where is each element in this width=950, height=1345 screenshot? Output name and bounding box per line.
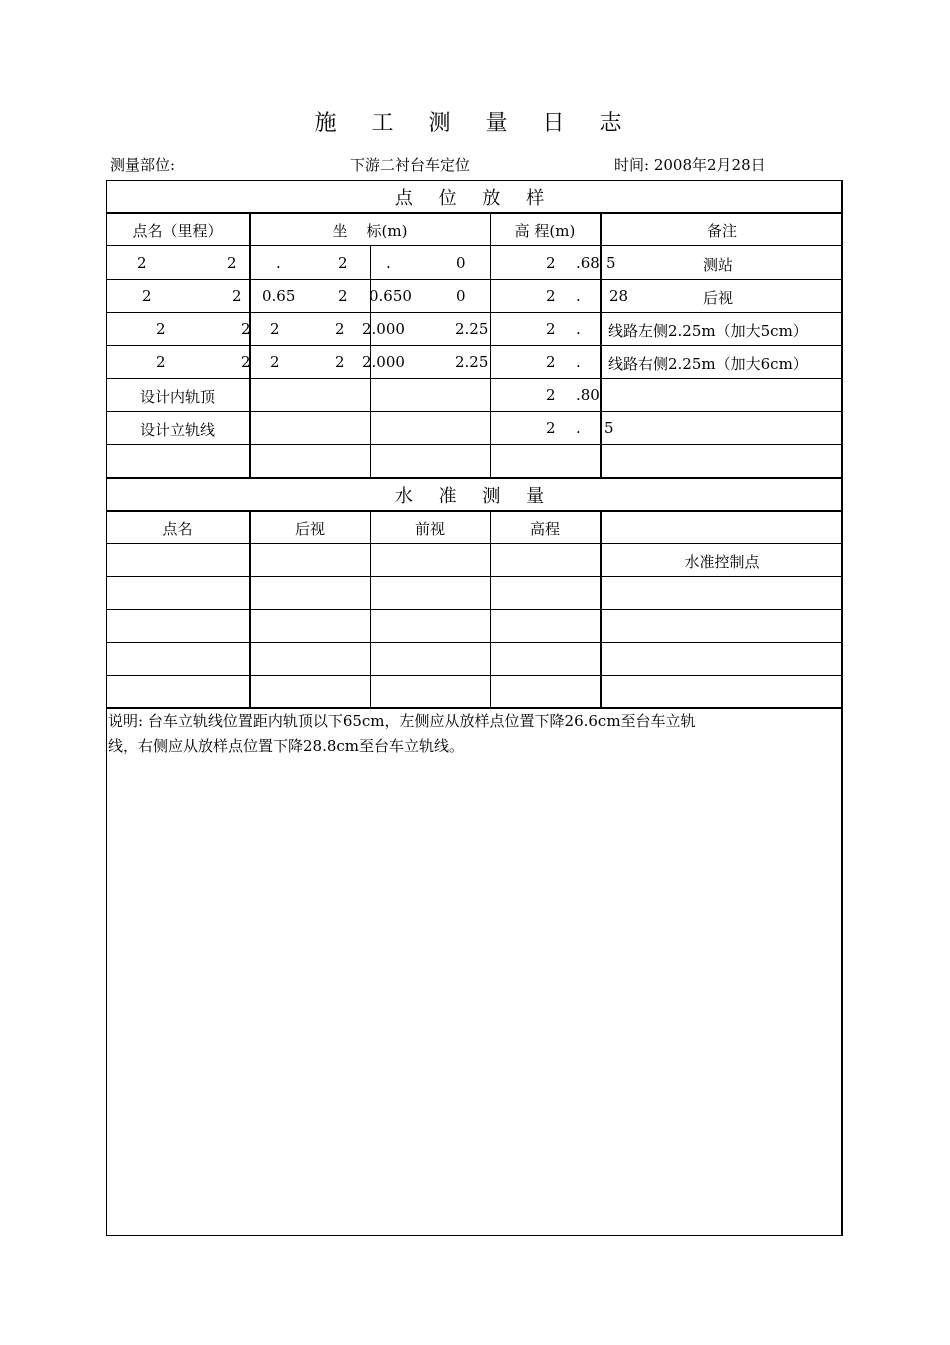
col-header-elevation: 高程 [529, 520, 560, 538]
control-point-label: 水准控制点 [684, 553, 760, 571]
table-cell: .68 [576, 254, 600, 272]
table-cell: . [386, 254, 391, 272]
table-cell: 0 [456, 254, 466, 272]
table-cell: .80 [576, 386, 600, 404]
grid-line [106, 444, 843, 445]
table-cell: 2 [546, 353, 556, 371]
remarks [108, 709, 868, 759]
grid-line [106, 477, 843, 479]
table-cell: 线路左侧2.25m（加大5cm） [608, 322, 808, 340]
col-header-remark: 备注 [706, 222, 737, 240]
grid-line [106, 675, 843, 676]
table-cell: . [576, 320, 581, 338]
grid-line [106, 345, 843, 346]
grid-line [106, 609, 843, 610]
col-header-elevation: 高 程(m) [514, 222, 576, 240]
table-cell: 2 [142, 287, 152, 305]
table-cell: 2.000 [362, 353, 405, 371]
table-cell: 2 [156, 353, 166, 371]
table-cell: 0.650 [369, 287, 412, 305]
grid-line [249, 510, 251, 707]
table-cell: 2 [338, 287, 348, 305]
location-value: 下游二衬台车定位 [350, 156, 471, 174]
table-cell: 2 [546, 320, 556, 338]
location-label: 测量部位: [110, 156, 176, 174]
grid-line [106, 279, 843, 280]
grid-line [106, 642, 843, 643]
table-cell: 2 [241, 353, 251, 371]
col-header-foresight: 前视 [414, 520, 445, 538]
grid-line [106, 411, 843, 412]
table-cell: 0.65 [262, 287, 296, 305]
grid-line [600, 510, 602, 707]
table-cell: 0 [456, 287, 466, 305]
grid-line [106, 543, 843, 544]
table-cell: 2 [546, 386, 556, 404]
grid-line [490, 510, 491, 707]
col-header-point-name: 点名（里程） [132, 222, 223, 240]
table-cell: 5 [604, 419, 614, 437]
grid-line [106, 312, 843, 313]
table-cell: 2 [335, 320, 345, 338]
design-vertical-label: 设计立轨线 [139, 421, 215, 439]
table-cell: 2.25 [455, 320, 489, 338]
grid-line [370, 510, 371, 707]
table-cell: 2 [546, 419, 556, 437]
grid-line [106, 378, 843, 379]
table-cell: 2 [227, 254, 237, 272]
date-label: 时间: 2008年2月28日 [614, 156, 766, 174]
table-cell: 2 [270, 320, 280, 338]
table-cell: 2 [137, 254, 147, 272]
design-rail-top-label: 设计内轨顶 [139, 388, 215, 406]
grid-line [490, 212, 491, 477]
grid-line [600, 212, 602, 477]
stakeout-section-title: 点 位 放 样 [394, 188, 555, 209]
table-cell: . [276, 254, 281, 272]
table-cell: 28 [609, 287, 629, 305]
table-cell: 2 [546, 287, 556, 305]
remarks-line-1: 说明: 台车立轨线位置距内轨顶以下65cm，左侧应从放样点位置下降26.6cm至台车立轨 [108, 712, 696, 730]
table-cell: 2 [156, 320, 166, 338]
remarks-line-2: 线，右侧应从放样点位置下降28.8cm至台车立轨线。 [108, 737, 465, 755]
table-cell: 5 [606, 254, 616, 272]
grid-line [106, 576, 843, 577]
grid-line [106, 212, 843, 214]
table-cell: 2 [546, 254, 556, 272]
grid-line [249, 212, 251, 477]
grid-line [106, 510, 843, 512]
table-cell: 2.25 [455, 353, 489, 371]
table-cell: 2 [232, 287, 242, 305]
table-cell: 测站 [703, 256, 734, 274]
grid-line [106, 245, 843, 246]
leveling-section-title: 水 准 测 量 [394, 486, 555, 507]
table-cell: 2 [335, 353, 345, 371]
table-cell: . [576, 419, 581, 437]
table-cell: 2 [270, 353, 280, 371]
table-cell: . [576, 287, 581, 305]
table-cell: 后视 [703, 289, 734, 307]
table-cell: . [576, 353, 581, 371]
table-cell: 2.000 [362, 320, 405, 338]
col-header-backsight: 后视 [294, 520, 325, 538]
page-title: 施 工 测 量 日 志 [314, 111, 636, 136]
table-cell: 线路右侧2.25m（加大6cm） [608, 355, 808, 373]
col-header-point-name: 点名 [162, 520, 193, 538]
table-cell: 2 [241, 320, 251, 338]
table-cell: 2 [338, 254, 348, 272]
col-header-coordinate: 坐 标(m) [332, 222, 408, 240]
